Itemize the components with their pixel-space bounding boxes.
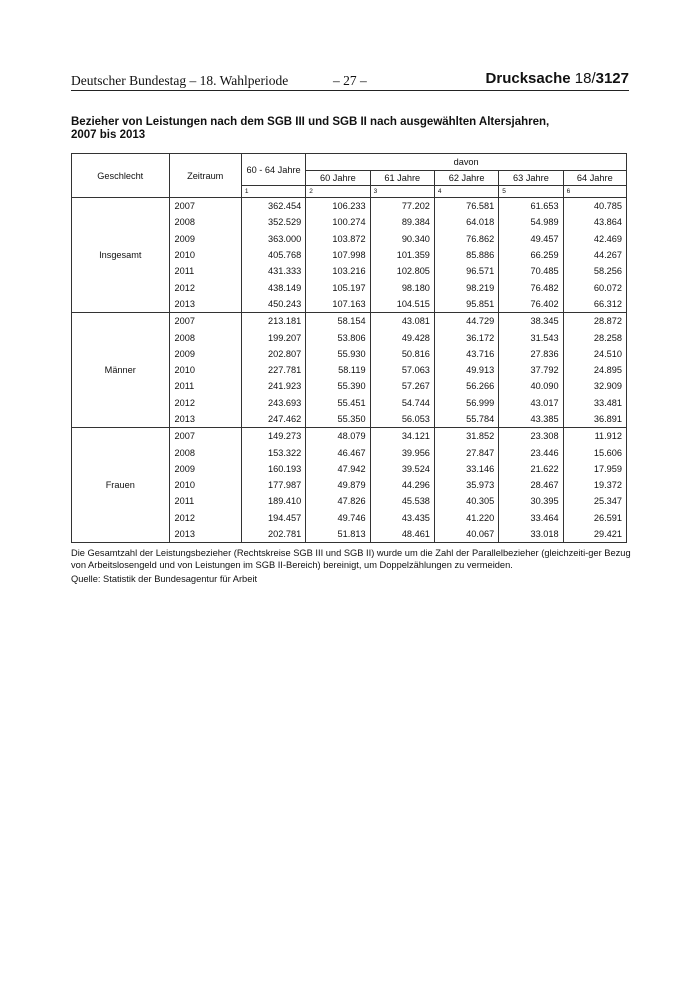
age-value-cell: 90.340 — [370, 231, 434, 247]
age-value-cell: 25.347 — [563, 493, 626, 509]
total-cell: 363.000 — [241, 231, 305, 247]
source-note: Quelle: Statistik der Bundesagentur für Arbeit — [71, 574, 258, 584]
year-cell: 2008 — [169, 329, 241, 345]
age-value-cell: 107.998 — [306, 247, 370, 263]
age-value-cell: 77.202 — [370, 198, 434, 215]
age-value-cell: 55.930 — [306, 346, 370, 362]
age-value-cell: 49.428 — [370, 329, 434, 345]
age-value-cell: 23.446 — [499, 444, 563, 460]
age-value-cell: 26.591 — [563, 510, 626, 526]
data-table — [71, 153, 627, 543]
header-rule — [71, 90, 629, 91]
age-value-cell: 27.836 — [499, 346, 563, 362]
age-value-cell: 100.274 — [306, 214, 370, 230]
age-value-cell: 19.372 — [563, 477, 626, 493]
age-value-cell: 11.912 — [563, 428, 626, 445]
year-cell: 2007 — [169, 428, 241, 445]
age-value-cell: 33.018 — [499, 526, 563, 543]
age-value-cell: 57.063 — [370, 362, 434, 378]
year-cell: 2011 — [169, 378, 241, 394]
column-header-age: 60 Jahre — [306, 171, 370, 186]
age-value-cell: 55.784 — [434, 411, 498, 428]
age-value-cell: 36.172 — [434, 329, 498, 345]
age-value-cell: 107.163 — [306, 296, 370, 313]
page-header — [71, 70, 629, 90]
total-cell: 149.273 — [241, 428, 305, 445]
total-cell: 450.243 — [241, 296, 305, 313]
group-label: Frauen — [72, 428, 170, 543]
total-cell: 213.181 — [241, 313, 305, 330]
age-value-cell: 34.121 — [370, 428, 434, 445]
age-value-cell: 51.813 — [306, 526, 370, 543]
total-cell: 247.462 — [241, 411, 305, 428]
age-value-cell: 15.606 — [563, 444, 626, 460]
age-value-cell: 49.457 — [499, 231, 563, 247]
age-value-cell: 106.233 — [306, 198, 370, 215]
year-cell: 2013 — [169, 526, 241, 543]
year-cell: 2012 — [169, 510, 241, 526]
age-value-cell: 98.219 — [434, 279, 498, 295]
total-cell: 405.768 — [241, 247, 305, 263]
year-cell: 2009 — [169, 231, 241, 247]
age-value-cell: 43.017 — [499, 395, 563, 411]
age-value-cell: 54.744 — [370, 395, 434, 411]
column-header-zeitraum: Zeitraum — [169, 154, 241, 198]
age-value-cell: 55.350 — [306, 411, 370, 428]
year-cell: 2011 — [169, 263, 241, 279]
age-value-cell: 56.053 — [370, 411, 434, 428]
age-value-cell: 101.359 — [370, 247, 434, 263]
age-value-cell: 66.259 — [499, 247, 563, 263]
column-header-geschlecht: Geschlecht — [72, 154, 170, 198]
column-header-age: 63 Jahre — [499, 171, 563, 186]
age-value-cell: 42.469 — [563, 231, 626, 247]
age-value-cell: 17.959 — [563, 461, 626, 477]
total-cell: 160.193 — [241, 461, 305, 477]
age-value-cell: 47.826 — [306, 493, 370, 509]
age-value-cell: 40.305 — [434, 493, 498, 509]
age-value-cell: 28.258 — [563, 329, 626, 345]
total-cell: 241.923 — [241, 378, 305, 394]
age-value-cell: 32.909 — [563, 378, 626, 394]
column-number: 4 — [434, 186, 498, 198]
age-value-cell: 98.180 — [370, 279, 434, 295]
age-value-cell: 54.989 — [499, 214, 563, 230]
age-value-cell: 76.482 — [499, 279, 563, 295]
age-value-cell: 76.862 — [434, 231, 498, 247]
column-header-age: 61 Jahre — [370, 171, 434, 186]
year-cell: 2010 — [169, 362, 241, 378]
age-value-cell: 56.999 — [434, 395, 498, 411]
age-value-cell: 36.891 — [563, 411, 626, 428]
age-value-cell: 29.421 — [563, 526, 626, 543]
age-value-cell: 49.879 — [306, 477, 370, 493]
total-cell: 352.529 — [241, 214, 305, 230]
age-value-cell: 102.805 — [370, 263, 434, 279]
age-value-cell: 49.746 — [306, 510, 370, 526]
age-value-cell: 56.266 — [434, 378, 498, 394]
column-header-davon: davon — [306, 154, 627, 171]
header-drucksache-label: Drucksache — [485, 70, 571, 87]
age-value-cell: 43.716 — [434, 346, 498, 362]
age-value-cell: 44.267 — [563, 247, 626, 263]
age-value-cell: 33.464 — [499, 510, 563, 526]
age-value-cell: 44.296 — [370, 477, 434, 493]
age-value-cell: 55.451 — [306, 395, 370, 411]
age-value-cell: 60.072 — [563, 279, 626, 295]
age-value-cell: 89.384 — [370, 214, 434, 230]
header-row — [72, 154, 627, 171]
year-cell: 2007 — [169, 198, 241, 215]
age-value-cell: 66.312 — [563, 296, 626, 313]
year-cell: 2009 — [169, 461, 241, 477]
total-cell: 199.207 — [241, 329, 305, 345]
age-value-cell: 43.864 — [563, 214, 626, 230]
total-cell: 177.987 — [241, 477, 305, 493]
age-value-cell: 55.390 — [306, 378, 370, 394]
column-header-age: 64 Jahre — [563, 171, 626, 186]
year-cell: 2012 — [169, 395, 241, 411]
total-cell: 189.410 — [241, 493, 305, 509]
age-value-cell: 28.872 — [563, 313, 626, 330]
age-value-cell: 70.485 — [499, 263, 563, 279]
age-value-cell: 48.461 — [370, 526, 434, 543]
column-number: 1 — [241, 186, 305, 198]
column-number: 3 — [370, 186, 434, 198]
age-value-cell: 58.154 — [306, 313, 370, 330]
year-cell: 2012 — [169, 279, 241, 295]
column-header-age: 62 Jahre — [434, 171, 498, 186]
age-value-cell: 96.571 — [434, 263, 498, 279]
total-cell: 227.781 — [241, 362, 305, 378]
age-value-cell: 76.402 — [499, 296, 563, 313]
age-value-cell: 104.515 — [370, 296, 434, 313]
age-value-cell: 45.538 — [370, 493, 434, 509]
table-row — [72, 198, 627, 215]
total-cell: 362.454 — [241, 198, 305, 215]
age-value-cell: 58.256 — [563, 263, 626, 279]
age-value-cell: 49.913 — [434, 362, 498, 378]
age-value-cell: 43.385 — [499, 411, 563, 428]
age-value-cell: 40.090 — [499, 378, 563, 394]
age-value-cell: 105.197 — [306, 279, 370, 295]
footnote — [71, 548, 631, 586]
age-value-cell: 33.146 — [434, 461, 498, 477]
age-value-cell: 48.079 — [306, 428, 370, 445]
year-cell: 2008 — [169, 444, 241, 460]
header-publication: Deutscher Bundestag – 18. Wahlperiode — [71, 73, 289, 88]
total-cell: 153.322 — [241, 444, 305, 460]
age-value-cell: 103.216 — [306, 263, 370, 279]
age-value-cell: 40.785 — [563, 198, 626, 215]
age-value-cell: 95.851 — [434, 296, 498, 313]
age-value-cell: 64.018 — [434, 214, 498, 230]
age-value-cell: 24.510 — [563, 346, 626, 362]
age-value-cell: 31.543 — [499, 329, 563, 345]
age-value-cell: 37.792 — [499, 362, 563, 378]
age-value-cell: 38.345 — [499, 313, 563, 330]
group-label: Insgesamt — [72, 198, 170, 313]
age-value-cell: 41.220 — [434, 510, 498, 526]
age-value-cell: 50.816 — [370, 346, 434, 362]
age-value-cell: 76.581 — [434, 198, 498, 215]
year-cell: 2011 — [169, 493, 241, 509]
total-cell: 202.807 — [241, 346, 305, 362]
age-value-cell: 28.467 — [499, 477, 563, 493]
age-value-cell: 39.956 — [370, 444, 434, 460]
age-value-cell: 39.524 — [370, 461, 434, 477]
age-value-cell: 24.895 — [563, 362, 626, 378]
table-title — [71, 116, 591, 142]
age-value-cell: 103.872 — [306, 231, 370, 247]
year-cell: 2013 — [169, 296, 241, 313]
column-header-total: 60 - 64 Jahre — [241, 154, 305, 186]
footnote-text: Die Gesamtzahl der Leistungsbezieher (Rechtskreise SGB III und SGB II) wurde um die Zahl der Parallelbezieher (gleichzeiti-ger Bezug von Arbeitslosengeld und von Leistungen im SGB II-Bereich) bereinigt, um Doppelzählungen zu vermeiden. — [71, 548, 631, 570]
column-number: 2 — [306, 186, 370, 198]
age-value-cell: 85.886 — [434, 247, 498, 263]
year-cell: 2010 — [169, 247, 241, 263]
total-cell: 438.149 — [241, 279, 305, 295]
age-value-cell: 31.852 — [434, 428, 498, 445]
age-value-cell: 47.942 — [306, 461, 370, 477]
year-cell: 2008 — [169, 214, 241, 230]
age-value-cell: 23.308 — [499, 428, 563, 445]
column-number: 5 — [499, 186, 563, 198]
age-value-cell: 46.467 — [306, 444, 370, 460]
total-cell: 194.457 — [241, 510, 305, 526]
age-value-cell: 61.653 — [499, 198, 563, 215]
table-title-line-1: Bezieher von Leistungen nach dem SGB III und SGB II nach ausgewählten Altersjahren, — [71, 116, 550, 128]
age-value-cell: 44.729 — [434, 313, 498, 330]
total-cell: 202.781 — [241, 526, 305, 543]
age-value-cell: 43.435 — [370, 510, 434, 526]
year-cell: 2009 — [169, 346, 241, 362]
table-title-line-2: 2007 bis 2013 — [71, 129, 146, 141]
header-number-main: 3127 — [595, 70, 629, 87]
age-value-cell: 57.267 — [370, 378, 434, 394]
group-label: Männer — [72, 313, 170, 428]
table-row — [72, 428, 627, 445]
age-value-cell: 21.622 — [499, 461, 563, 477]
year-cell: 2010 — [169, 477, 241, 493]
total-cell: 431.333 — [241, 263, 305, 279]
year-cell: 2007 — [169, 313, 241, 330]
age-value-cell: 30.395 — [499, 493, 563, 509]
age-value-cell: 43.081 — [370, 313, 434, 330]
total-cell: 243.693 — [241, 395, 305, 411]
age-value-cell: 33.481 — [563, 395, 626, 411]
year-cell: 2013 — [169, 411, 241, 428]
header-document-number — [486, 70, 629, 87]
age-value-cell: 35.973 — [434, 477, 498, 493]
column-number: 6 — [563, 186, 626, 198]
header-number-prefix: 18/ — [574, 70, 596, 87]
header-page-number: – 27 – — [333, 73, 367, 88]
age-value-cell: 27.847 — [434, 444, 498, 460]
table-row — [72, 313, 627, 330]
age-value-cell: 40.067 — [434, 526, 498, 543]
age-value-cell: 53.806 — [306, 329, 370, 345]
age-value-cell: 58.119 — [306, 362, 370, 378]
